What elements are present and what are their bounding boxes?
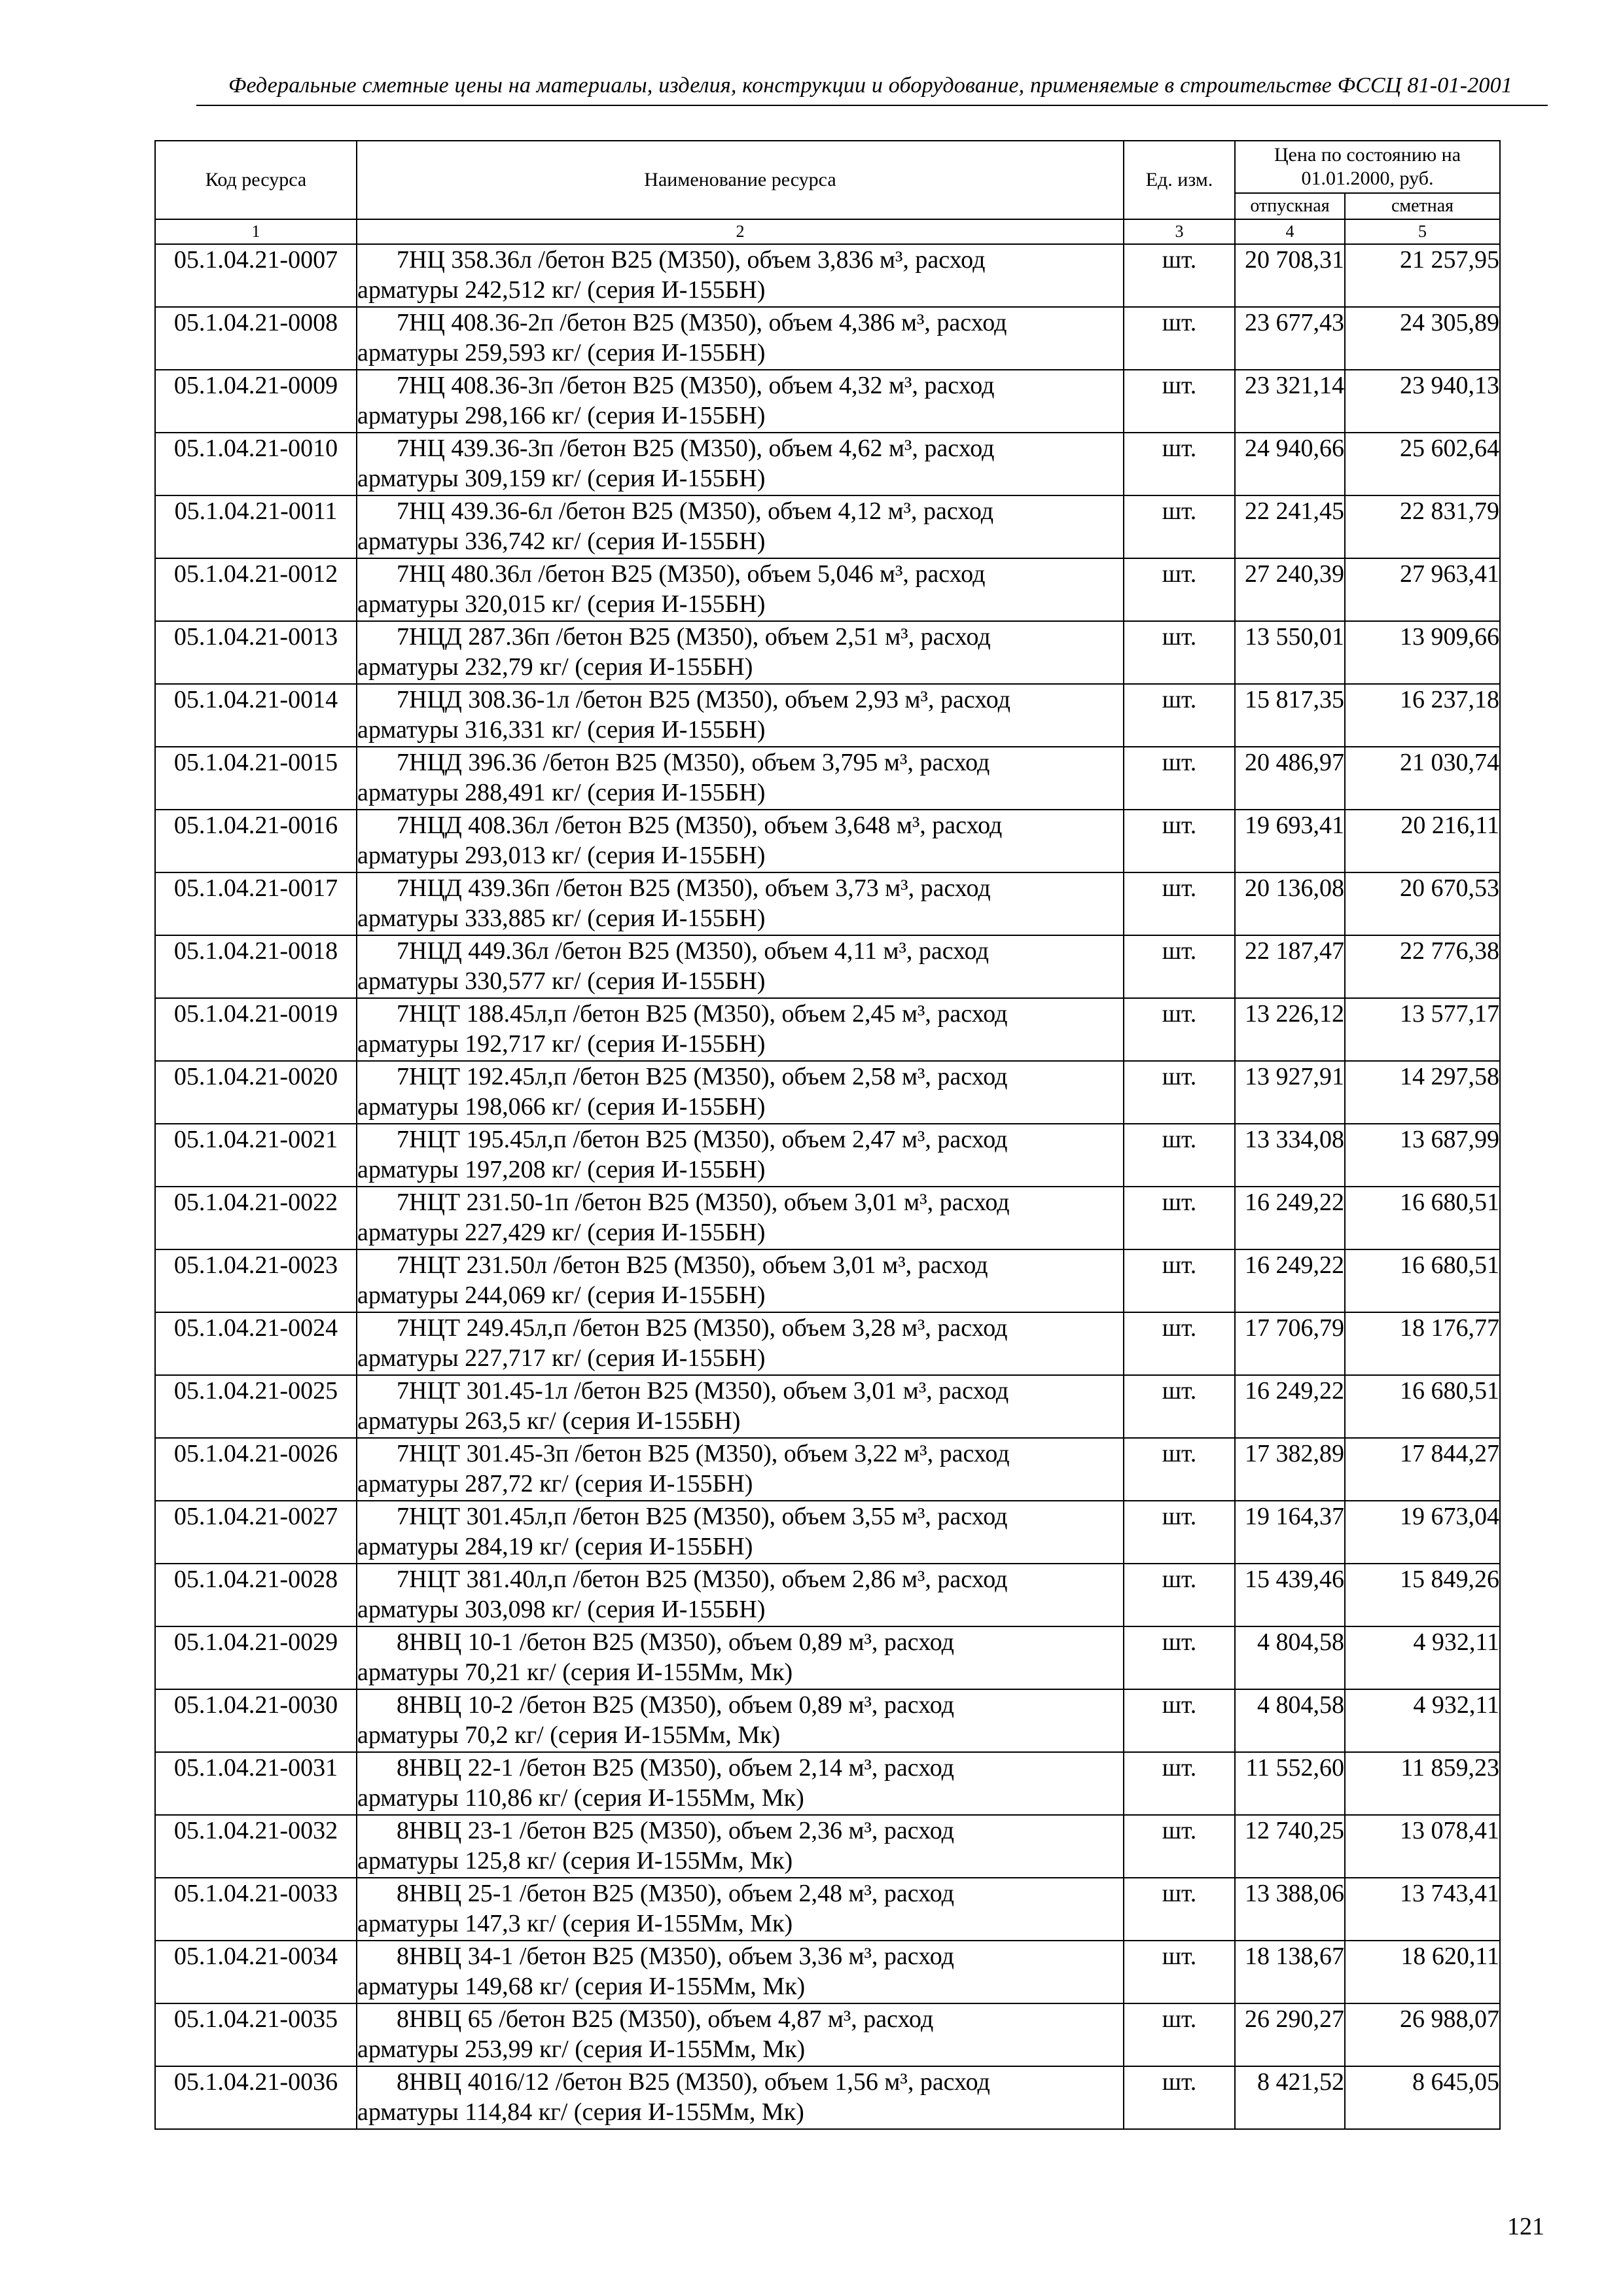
table-row bbox=[155, 1564, 1500, 1626]
estimate-price-cell: 17 844,27 bbox=[1345, 1438, 1500, 1501]
resource-name-line-2: арматуры 198,066 кг/ (серия И-155БН) bbox=[357, 1093, 766, 1121]
resource-code-cell: 05.1.04.21-0009 bbox=[155, 370, 357, 433]
release-price-cell: 16 249,22 bbox=[1235, 1187, 1345, 1249]
unit-cell: шт. bbox=[1124, 1375, 1235, 1438]
table-row bbox=[155, 307, 1500, 370]
table-row bbox=[155, 1815, 1500, 1878]
release-price-cell: 23 677,43 bbox=[1235, 307, 1345, 370]
release-price-cell: 22 187,47 bbox=[1235, 935, 1345, 998]
resource-name-line-2: арматуры 114,84 кг/ (серия И-155Мм, Мк) bbox=[357, 2098, 804, 2126]
resource-name-line-1: 7НЦД 308.36-1л /бетон В25 (М350), объем 2,93 м³, расход bbox=[397, 686, 1010, 713]
estimate-price-cell: 8 645,05 bbox=[1345, 2066, 1500, 2129]
release-price-cell: 13 226,12 bbox=[1235, 998, 1345, 1061]
resource-name-line-2: арматуры 336,742 кг/ (серия И-155БН) bbox=[357, 528, 766, 555]
table-row bbox=[155, 1941, 1500, 2003]
table-row bbox=[155, 621, 1500, 684]
resource-name-line-1: 7НЦТ 249.45л,п /бетон В25 (М350), объем 3,28 м³, расход bbox=[397, 1314, 1008, 1342]
running-header: Федеральные сметные цены на материалы, изделия, конструкции и оборудование, применяемые в строительстве ФССЦ 81-01-2001 bbox=[228, 73, 1513, 98]
resource-name-cell bbox=[357, 1752, 1124, 1815]
estimate-price-cell: 13 743,41 bbox=[1345, 1878, 1500, 1941]
resource-code-cell: 05.1.04.21-0011 bbox=[155, 495, 357, 558]
resource-name-line-1: 7НЦТ 231.50-1п /бетон В25 (М350), объем 3,01 м³, расход bbox=[397, 1189, 1010, 1216]
resource-name-cell bbox=[357, 872, 1124, 935]
unit-cell: шт. bbox=[1124, 1061, 1235, 1124]
estimate-price-cell: 16 680,51 bbox=[1345, 1187, 1500, 1249]
resource-name-line-2: арматуры 263,5 кг/ (серия И-155БН) bbox=[357, 1407, 741, 1435]
resource-name-cell bbox=[357, 558, 1124, 621]
unit-cell: шт. bbox=[1124, 1501, 1235, 1564]
unit-cell: шт. bbox=[1124, 1941, 1235, 2003]
release-price-cell: 13 334,08 bbox=[1235, 1124, 1345, 1187]
resource-name-line-2: арматуры 293,013 кг/ (серия И-155БН) bbox=[357, 842, 766, 869]
unit-cell: шт. bbox=[1124, 1564, 1235, 1626]
column-header-unit: Ед. изм. bbox=[1124, 141, 1235, 219]
release-price-cell: 23 321,14 bbox=[1235, 370, 1345, 433]
resource-name-line-2: арматуры 147,3 кг/ (серия И-155Мм, Мк) bbox=[357, 1910, 793, 1937]
resource-code-cell: 05.1.04.21-0031 bbox=[155, 1752, 357, 1815]
estimate-price-cell: 22 831,79 bbox=[1345, 495, 1500, 558]
release-price-cell: 16 249,22 bbox=[1235, 1375, 1345, 1438]
resource-name-line-2: арматуры 244,069 кг/ (серия И-155БН) bbox=[357, 1282, 766, 1309]
resource-name-line-1: 7НЦД 449.36л /бетон В25 (М350), объем 4,11 м³, расход bbox=[397, 937, 989, 965]
unit-cell: шт. bbox=[1124, 370, 1235, 433]
page-number: 121 bbox=[1507, 2213, 1544, 2240]
estimate-price-cell: 14 297,58 bbox=[1345, 1061, 1500, 1124]
resource-name-cell bbox=[357, 1438, 1124, 1501]
resource-name-cell bbox=[357, 433, 1124, 495]
table-row bbox=[155, 998, 1500, 1061]
resource-name-cell bbox=[357, 244, 1124, 307]
table-row bbox=[155, 1249, 1500, 1312]
unit-cell: шт. bbox=[1124, 307, 1235, 370]
release-price-cell: 24 940,66 bbox=[1235, 433, 1345, 495]
unit-cell: шт. bbox=[1124, 1626, 1235, 1689]
unit-cell: шт. bbox=[1124, 244, 1235, 307]
resource-code-cell: 05.1.04.21-0020 bbox=[155, 1061, 357, 1124]
release-price-cell: 19 164,37 bbox=[1235, 1501, 1345, 1564]
resource-name-line-2: арматуры 227,717 кг/ (серия И-155БН) bbox=[357, 1344, 766, 1372]
resource-name-cell bbox=[357, 747, 1124, 810]
resource-name-line-1: 7НЦТ 231.50л /бетон В25 (М350), объем 3,01 м³, расход bbox=[397, 1251, 988, 1279]
resource-name-line-1: 8НВЦ 65 /бетон В25 (М350), объем 4,87 м³, расход bbox=[397, 2005, 934, 2033]
resource-name-line-2: арматуры 192,717 кг/ (серия И-155БН) bbox=[357, 1030, 766, 1058]
resource-name-line-2: арматуры 259,593 кг/ (серия И-155БН) bbox=[357, 339, 766, 367]
resource-name-line-2: арматуры 110,86 кг/ (серия И-155Мм, Мк) bbox=[357, 1784, 804, 1812]
resource-name-line-1: 8НВЦ 22-1 /бетон В25 (М350), объем 2,14 м³, расход bbox=[397, 1754, 954, 1782]
release-price-cell: 18 138,67 bbox=[1235, 1941, 1345, 2003]
resource-code-cell: 05.1.04.21-0033 bbox=[155, 1878, 357, 1941]
table-row bbox=[155, 370, 1500, 433]
resource-name-line-2: арматуры 197,208 кг/ (серия И-155БН) bbox=[357, 1156, 766, 1183]
estimate-price-cell: 25 602,64 bbox=[1345, 433, 1500, 495]
resource-code-cell: 05.1.04.21-0030 bbox=[155, 1689, 357, 1752]
resource-name-cell bbox=[357, 370, 1124, 433]
resource-name-line-1: 8НВЦ 10-1 /бетон В25 (М350), объем 0,89 м³, расход bbox=[397, 1628, 954, 1656]
release-price-cell: 15 817,35 bbox=[1235, 684, 1345, 747]
resource-name-line-1: 7НЦ 408.36-3п /бетон В25 (М350), объем 4,32 м³, расход bbox=[397, 372, 995, 399]
resource-name-line-1: 7НЦТ 301.45-1л /бетон В25 (М350), объем 3,01 м³, расход bbox=[397, 1377, 1009, 1405]
estimate-price-cell: 16 680,51 bbox=[1345, 1375, 1500, 1438]
resource-code-cell: 05.1.04.21-0012 bbox=[155, 558, 357, 621]
resource-code-cell: 05.1.04.21-0014 bbox=[155, 684, 357, 747]
resource-name-cell bbox=[357, 1187, 1124, 1249]
unit-cell: шт. bbox=[1124, 1815, 1235, 1878]
unit-cell: шт. bbox=[1124, 433, 1235, 495]
release-price-cell: 19 693,41 bbox=[1235, 810, 1345, 872]
unit-cell: шт. bbox=[1124, 747, 1235, 810]
resource-name-line-2: арматуры 125,8 кг/ (серия И-155Мм, Мк) bbox=[357, 1847, 793, 1874]
resource-code-cell: 05.1.04.21-0021 bbox=[155, 1124, 357, 1187]
resource-name-line-2: арматуры 242,512 кг/ (серия И-155БН) bbox=[357, 276, 766, 304]
resource-name-cell bbox=[357, 1941, 1124, 2003]
resource-code-cell: 05.1.04.21-0036 bbox=[155, 2066, 357, 2129]
resource-name-cell bbox=[357, 1249, 1124, 1312]
resource-name-line-1: 7НЦТ 188.45л,п /бетон В25 (М350), объем 2,45 м³, расход bbox=[397, 1000, 1008, 1028]
table-row bbox=[155, 1312, 1500, 1375]
table-row bbox=[155, 495, 1500, 558]
unit-cell: шт. bbox=[1124, 1187, 1235, 1249]
resource-name-cell bbox=[357, 1564, 1124, 1626]
resource-name-cell bbox=[357, 2003, 1124, 2066]
resource-name-line-2: арматуры 70,21 кг/ (серия И-155Мм, Мк) bbox=[357, 1659, 793, 1686]
resource-name-cell bbox=[357, 1501, 1124, 1564]
unit-cell: шт. bbox=[1124, 1878, 1235, 1941]
release-price-cell: 13 927,91 bbox=[1235, 1061, 1345, 1124]
resource-name-cell bbox=[357, 1124, 1124, 1187]
unit-cell: шт. bbox=[1124, 1249, 1235, 1312]
resource-name-line-2: арматуры 287,72 кг/ (серия И-155БН) bbox=[357, 1470, 753, 1498]
table-row bbox=[155, 1878, 1500, 1941]
release-price-cell: 16 249,22 bbox=[1235, 1249, 1345, 1312]
resource-name-cell bbox=[357, 684, 1124, 747]
header-divider bbox=[196, 105, 1548, 106]
resource-code-cell: 05.1.04.21-0034 bbox=[155, 1941, 357, 2003]
resource-code-cell: 05.1.04.21-0017 bbox=[155, 872, 357, 935]
release-price-cell: 13 388,06 bbox=[1235, 1878, 1345, 1941]
resource-name-line-1: 7НЦД 439.36п /бетон В25 (М350), объем 3,73 м³, расход bbox=[397, 874, 991, 902]
estimate-price-cell: 19 673,04 bbox=[1345, 1501, 1500, 1564]
resource-name-line-1: 8НВЦ 4016/12 /бетон В25 (М350), объем 1,56 м³, расход bbox=[397, 2068, 990, 2096]
resource-code-cell: 05.1.04.21-0013 bbox=[155, 621, 357, 684]
column-header-release-price: отпускная bbox=[1235, 193, 1345, 219]
table-row bbox=[155, 1689, 1500, 1752]
table-row bbox=[155, 935, 1500, 998]
resource-code-cell: 05.1.04.21-0023 bbox=[155, 1249, 357, 1312]
resource-name-cell bbox=[357, 998, 1124, 1061]
resource-name-line-1: 7НЦ 480.36л /бетон В25 (М350), объем 5,046 м³, расход bbox=[397, 560, 986, 588]
resource-name-line-2: арматуры 330,577 кг/ (серия И-155БН) bbox=[357, 967, 766, 995]
table-row bbox=[155, 1438, 1500, 1501]
table-row bbox=[155, 1752, 1500, 1815]
resource-name-line-2: арматуры 320,015 кг/ (серия И-155БН) bbox=[357, 590, 766, 618]
release-price-cell: 22 241,45 bbox=[1235, 495, 1345, 558]
table-row bbox=[155, 1626, 1500, 1689]
resource-name-line-1: 7НЦТ 381.40л,п /бетон В25 (М350), объем 2,86 м³, расход bbox=[397, 1566, 1008, 1593]
resource-code-cell: 05.1.04.21-0022 bbox=[155, 1187, 357, 1249]
estimate-price-cell: 4 932,11 bbox=[1345, 1626, 1500, 1689]
estimate-price-cell: 11 859,23 bbox=[1345, 1752, 1500, 1815]
table-row bbox=[155, 810, 1500, 872]
resource-name-line-2: арматуры 298,166 кг/ (серия И-155БН) bbox=[357, 402, 766, 429]
resource-name-cell bbox=[357, 1061, 1124, 1124]
estimate-price-cell: 4 932,11 bbox=[1345, 1689, 1500, 1752]
column-number: 5 bbox=[1345, 219, 1500, 244]
estimate-price-cell: 16 237,18 bbox=[1345, 684, 1500, 747]
estimate-price-cell: 27 963,41 bbox=[1345, 558, 1500, 621]
estimate-price-cell: 26 988,07 bbox=[1345, 2003, 1500, 2066]
resource-code-cell: 05.1.04.21-0019 bbox=[155, 998, 357, 1061]
estimate-price-cell: 16 680,51 bbox=[1345, 1249, 1500, 1312]
resource-name-cell bbox=[357, 1815, 1124, 1878]
column-number: 2 bbox=[357, 219, 1124, 244]
unit-cell: шт. bbox=[1124, 684, 1235, 747]
resource-code-cell: 05.1.04.21-0028 bbox=[155, 1564, 357, 1626]
resource-code-cell: 05.1.04.21-0032 bbox=[155, 1815, 357, 1878]
table-row bbox=[155, 558, 1500, 621]
release-price-cell: 20 486,97 bbox=[1235, 747, 1345, 810]
estimate-price-cell: 23 940,13 bbox=[1345, 370, 1500, 433]
resource-name-cell bbox=[357, 495, 1124, 558]
resource-code-cell: 05.1.04.21-0035 bbox=[155, 2003, 357, 2066]
table-row bbox=[155, 1061, 1500, 1124]
release-price-cell: 11 552,60 bbox=[1235, 1752, 1345, 1815]
resource-name-line-1: 7НЦ 358.36л /бетон В25 (М350), объем 3,836 м³, расход bbox=[397, 246, 986, 274]
unit-cell: шт. bbox=[1124, 1124, 1235, 1187]
column-number: 4 bbox=[1235, 219, 1345, 244]
resource-code-cell: 05.1.04.21-0024 bbox=[155, 1312, 357, 1375]
estimate-price-cell: 18 176,77 bbox=[1345, 1312, 1500, 1375]
release-price-cell: 17 382,89 bbox=[1235, 1438, 1345, 1501]
table-row bbox=[155, 1124, 1500, 1187]
estimate-price-cell: 13 909,66 bbox=[1345, 621, 1500, 684]
resource-code-cell: 05.1.04.21-0015 bbox=[155, 747, 357, 810]
unit-cell: шт. bbox=[1124, 872, 1235, 935]
resource-code-cell: 05.1.04.21-0027 bbox=[155, 1501, 357, 1564]
resource-name-cell bbox=[357, 810, 1124, 872]
resource-code-cell: 05.1.04.21-0016 bbox=[155, 810, 357, 872]
estimate-price-cell: 21 257,95 bbox=[1345, 244, 1500, 307]
column-number: 1 bbox=[155, 219, 357, 244]
resource-name-line-1: 7НЦД 408.36л /бетон В25 (М350), объем 3,648 м³, расход bbox=[397, 812, 1003, 839]
resource-name-line-1: 7НЦТ 195.45л,п /бетон В25 (М350), объем 2,47 м³, расход bbox=[397, 1126, 1008, 1153]
resource-name-line-1: 7НЦТ 301.45-3п /бетон В25 (М350), объем 3,22 м³, расход bbox=[397, 1440, 1010, 1467]
column-header-price-group: Цена по состоянию на 01.01.2000, руб. bbox=[1235, 141, 1500, 193]
unit-cell: шт. bbox=[1124, 558, 1235, 621]
resource-name-cell bbox=[357, 621, 1124, 684]
resource-code-cell: 05.1.04.21-0007 bbox=[155, 244, 357, 307]
unit-cell: шт. bbox=[1124, 2066, 1235, 2129]
resource-name-line-2: арматуры 253,99 кг/ (серия И-155Мм, Мк) bbox=[357, 2036, 806, 2063]
table-row bbox=[155, 1501, 1500, 1564]
resource-code-cell: 05.1.04.21-0010 bbox=[155, 433, 357, 495]
resource-name-line-1: 7НЦ 408.36-2п /бетон В25 (М350), объем 4,386 м³, расход bbox=[397, 309, 1007, 336]
unit-cell: шт. bbox=[1124, 998, 1235, 1061]
table-row bbox=[155, 1375, 1500, 1438]
resource-name-line-1: 8НВЦ 25-1 /бетон В25 (М350), объем 2,48 м³, расход bbox=[397, 1880, 954, 1907]
estimate-price-cell: 13 687,99 bbox=[1345, 1124, 1500, 1187]
release-price-cell: 27 240,39 bbox=[1235, 558, 1345, 621]
resource-code-cell: 05.1.04.21-0018 bbox=[155, 935, 357, 998]
resource-name-line-2: арматуры 288,491 кг/ (серия И-155БН) bbox=[357, 779, 766, 806]
column-number: 3 bbox=[1124, 219, 1235, 244]
table-row bbox=[155, 2066, 1500, 2129]
release-price-cell: 15 439,46 bbox=[1235, 1564, 1345, 1626]
release-price-cell: 12 740,25 bbox=[1235, 1815, 1345, 1878]
unit-cell: шт. bbox=[1124, 1752, 1235, 1815]
resource-name-line-2: арматуры 149,68 кг/ (серия И-155Мм, Мк) bbox=[357, 1973, 806, 2000]
estimate-price-cell: 13 078,41 bbox=[1345, 1815, 1500, 1878]
resource-name-cell bbox=[357, 935, 1124, 998]
column-header-name: Наименование ресурса bbox=[357, 141, 1124, 219]
estimate-price-cell: 15 849,26 bbox=[1345, 1564, 1500, 1626]
resource-name-line-1: 8НВЦ 34-1 /бетон В25 (М350), объем 3,36 м³, расход bbox=[397, 1943, 954, 1970]
table-row bbox=[155, 244, 1500, 307]
release-price-cell: 4 804,58 bbox=[1235, 1626, 1345, 1689]
release-price-cell: 20 708,31 bbox=[1235, 244, 1345, 307]
resource-name-line-2: арматуры 316,331 кг/ (серия И-155БН) bbox=[357, 716, 766, 744]
release-price-cell: 20 136,08 bbox=[1235, 872, 1345, 935]
resource-name-cell bbox=[357, 1626, 1124, 1689]
release-price-cell: 13 550,01 bbox=[1235, 621, 1345, 684]
resource-name-line-2: арматуры 303,098 кг/ (серия И-155БН) bbox=[357, 1596, 766, 1623]
resource-name-line-1: 7НЦ 439.36-6л /бетон В25 (М350), объем 4,12 м³, расход bbox=[397, 497, 994, 525]
resource-name-cell bbox=[357, 307, 1124, 370]
table-body bbox=[155, 244, 1500, 2129]
resource-name-line-1: 7НЦД 396.36 /бетон В25 (М350), объем 3,795 м³, расход bbox=[397, 749, 990, 776]
unit-cell: шт. bbox=[1124, 1312, 1235, 1375]
resource-code-cell: 05.1.04.21-0029 bbox=[155, 1626, 357, 1689]
resource-name-cell bbox=[357, 1312, 1124, 1375]
resource-name-line-2: арматуры 227,429 кг/ (серия И-155БН) bbox=[357, 1219, 766, 1246]
unit-cell: шт. bbox=[1124, 2003, 1235, 2066]
table-row bbox=[155, 747, 1500, 810]
estimate-price-cell: 20 670,53 bbox=[1345, 872, 1500, 935]
unit-cell: шт. bbox=[1124, 935, 1235, 998]
price-table bbox=[154, 140, 1501, 2130]
resource-code-cell: 05.1.04.21-0008 bbox=[155, 307, 357, 370]
release-price-cell: 17 706,79 bbox=[1235, 1312, 1345, 1375]
resource-name-line-2: арматуры 70,2 кг/ (серия И-155Мм, Мк) bbox=[357, 1721, 781, 1749]
resource-name-line-1: 7НЦ 439.36-3п /бетон В25 (М350), объем 4,62 м³, расход bbox=[397, 435, 995, 462]
unit-cell: шт. bbox=[1124, 621, 1235, 684]
estimate-price-cell: 20 216,11 bbox=[1345, 810, 1500, 872]
table-row bbox=[155, 684, 1500, 747]
unit-cell: шт. bbox=[1124, 495, 1235, 558]
table-row bbox=[155, 2003, 1500, 2066]
estimate-price-cell: 21 030,74 bbox=[1345, 747, 1500, 810]
resource-name-line-1: 7НЦТ 301.45л,п /бетон В25 (М350), объем 3,55 м³, расход bbox=[397, 1503, 1008, 1530]
resource-name-line-2: арматуры 232,79 кг/ (серия И-155БН) bbox=[357, 653, 753, 681]
resource-name-line-2: арматуры 309,159 кг/ (серия И-155БН) bbox=[357, 465, 766, 492]
estimate-price-cell: 24 305,89 bbox=[1345, 307, 1500, 370]
release-price-cell: 8 421,52 bbox=[1235, 2066, 1345, 2129]
estimate-price-cell: 18 620,11 bbox=[1345, 1941, 1500, 2003]
column-header-estimate-price: сметная bbox=[1345, 193, 1500, 219]
resource-name-cell bbox=[357, 1689, 1124, 1752]
estimate-price-cell: 13 577,17 bbox=[1345, 998, 1500, 1061]
unit-cell: шт. bbox=[1124, 1689, 1235, 1752]
resource-name-line-1: 8НВЦ 23-1 /бетон В25 (М350), объем 2,36 м³, расход bbox=[397, 1817, 954, 1844]
resource-name-cell bbox=[357, 2066, 1124, 2129]
resource-name-cell bbox=[357, 1375, 1124, 1438]
column-header-code: Код ресурса bbox=[155, 141, 357, 219]
table-row bbox=[155, 433, 1500, 495]
resource-name-line-1: 7НЦД 287.36п /бетон В25 (М350), объем 2,51 м³, расход bbox=[397, 623, 991, 651]
release-price-cell: 4 804,58 bbox=[1235, 1689, 1345, 1752]
unit-cell: шт. bbox=[1124, 1438, 1235, 1501]
resource-name-line-1: 8НВЦ 10-2 /бетон В25 (М350), объем 0,89 м³, расход bbox=[397, 1691, 954, 1719]
release-price-cell: 26 290,27 bbox=[1235, 2003, 1345, 2066]
unit-cell: шт. bbox=[1124, 810, 1235, 872]
resource-code-cell: 05.1.04.21-0026 bbox=[155, 1438, 357, 1501]
estimate-price-cell: 22 776,38 bbox=[1345, 935, 1500, 998]
resource-name-line-2: арматуры 284,19 кг/ (серия И-155БН) bbox=[357, 1533, 753, 1560]
table-row bbox=[155, 872, 1500, 935]
table-row bbox=[155, 1187, 1500, 1249]
resource-name-cell bbox=[357, 1878, 1124, 1941]
resource-name-line-2: арматуры 333,885 кг/ (серия И-155БН) bbox=[357, 905, 766, 932]
resource-code-cell: 05.1.04.21-0025 bbox=[155, 1375, 357, 1438]
resource-name-line-1: 7НЦТ 192.45л,п /бетон В25 (М350), объем 2,58 м³, расход bbox=[397, 1063, 1008, 1090]
